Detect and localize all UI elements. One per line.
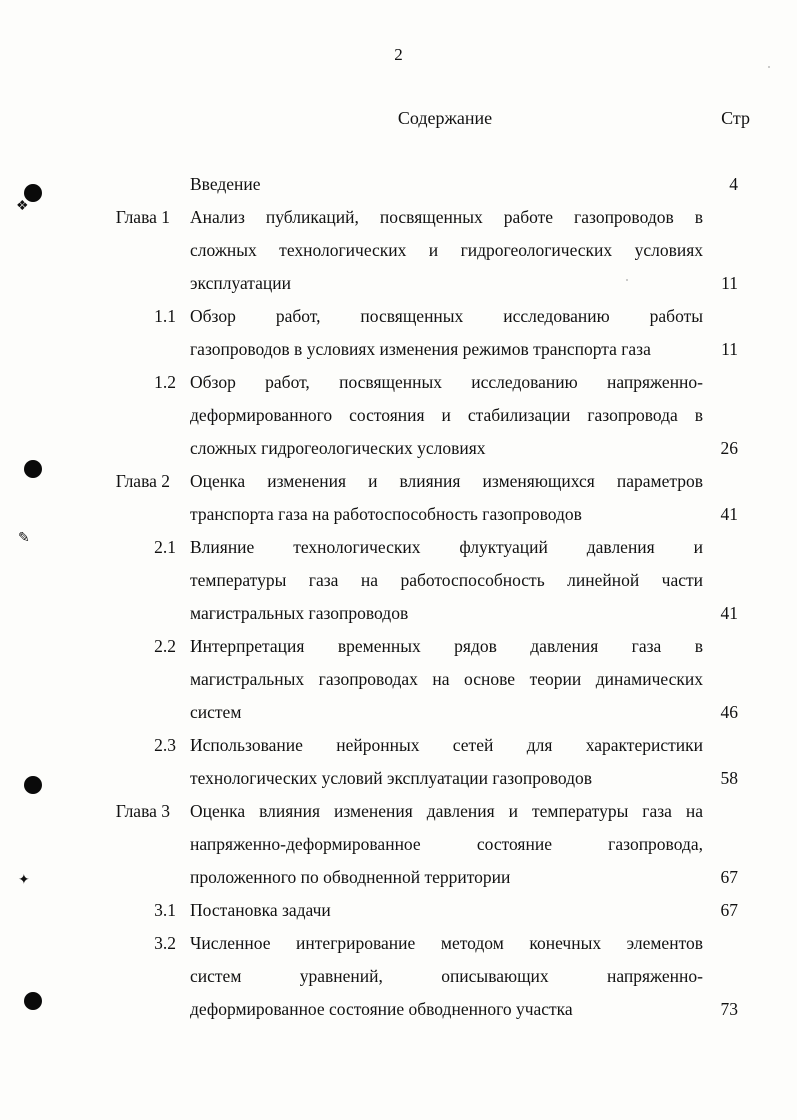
section-number: 2.3 (154, 735, 176, 755)
scan-mark: ✎ (18, 531, 30, 546)
toc-entry (0, 927, 797, 1026)
toc-entry-title (190, 795, 703, 894)
binder-hole (24, 776, 42, 794)
toc-entry (0, 894, 797, 927)
section-number: 3.1 (154, 900, 176, 920)
section-number: 2.1 (154, 537, 176, 557)
toc-title-line: Влияние технологических флуктуаций давления и (190, 537, 703, 557)
toc-title-line: температуры газа на работоспособность линейной части (190, 570, 703, 590)
scan-mark: ❖ (16, 199, 29, 214)
toc-title-line: деформированное состояние обводненного участка (190, 999, 573, 1019)
toc-title-line: Оценка влияния изменения давления и температуры газа на (190, 801, 703, 821)
toc-page-number: 67 (720, 867, 738, 887)
toc-title-line: технологических условий эксплуатации газопроводов (190, 768, 593, 788)
toc-page-number: 58 (720, 768, 738, 788)
toc-page-number: 41 (720, 603, 738, 623)
toc-title-line: Введение (190, 174, 261, 194)
toc-title-line: Постановка задачи (190, 900, 331, 920)
toc-entry-title (190, 630, 703, 729)
binder-hole (24, 460, 42, 478)
toc-entry-title (190, 729, 703, 795)
toc-title-line: деформированного состояния и стабилизации газопровода в (190, 405, 703, 425)
scan-speck (626, 279, 628, 281)
section-number: 1.2 (154, 372, 176, 392)
toc-entry (0, 366, 797, 465)
toc-title-line: газопроводов в условиях изменения режимов транспорта газа (190, 339, 651, 359)
toc-title-line: напряженно-деформированное состояние газопровода, (190, 834, 703, 854)
toc-page-number: 11 (721, 339, 738, 359)
chapter-number: Глава 3 (115, 801, 170, 821)
toc-title-line: систем уравнений, описывающих напряженно- (190, 966, 703, 986)
toc-page-number: 26 (720, 438, 738, 458)
toc-entry (0, 795, 797, 894)
toc-page-number: 41 (720, 504, 738, 524)
section-number: 1.1 (154, 306, 176, 326)
toc-title-line: Обзор работ, посвященных исследованию работы (190, 306, 703, 326)
contents-title: Содержание (397, 108, 493, 128)
toc-entry (0, 630, 797, 729)
toc-entry-title (190, 927, 703, 1026)
page-column-header: Стр (721, 108, 750, 128)
section-number: 3.2 (154, 933, 176, 953)
page-number: 2 (394, 45, 403, 64)
toc-title-line: эксплуатации (190, 273, 292, 293)
binder-hole (24, 992, 42, 1010)
toc-entry-title (190, 531, 703, 630)
toc-page-number: 4 (729, 174, 738, 194)
toc-title-line: Численное интегрирование методом конечных элементов (190, 933, 703, 953)
toc-page-number: 11 (721, 273, 738, 293)
toc-title-line: сложных гидрогеологических условиях (190, 438, 486, 458)
toc-entry (0, 729, 797, 795)
toc-title-line: магистральных газопроводах на основе теории динамических (190, 669, 703, 689)
toc-entry-title (190, 300, 703, 366)
toc-entry (0, 465, 797, 531)
toc-entry-title (190, 366, 703, 465)
toc-title-line: Использование нейронных сетей для характеристики (190, 735, 703, 755)
toc-title-line: транспорта газа на работоспособность газопроводов (190, 504, 582, 524)
scan-mark: ✦ (18, 873, 30, 888)
toc-entry (0, 531, 797, 630)
toc-title-line: систем (190, 702, 242, 722)
toc-title-line: Анализ публикаций, посвященных работе газопроводов в (190, 207, 703, 227)
toc-title-line: Обзор работ, посвященных исследованию напряженно- (190, 372, 703, 392)
toc-page-number: 73 (720, 999, 738, 1019)
toc-entry (0, 300, 797, 366)
toc-entry-title (190, 894, 703, 927)
toc-entry (0, 201, 797, 300)
toc-entry-title (190, 465, 703, 531)
toc-entry-title (190, 168, 703, 201)
toc-title-line: проложенного по обводненной территории (190, 867, 511, 887)
toc-entry-title (190, 201, 703, 300)
toc-title-line: Оценка изменения и влияния изменяющихся параметров (190, 471, 703, 491)
toc-page-number: 46 (720, 702, 738, 722)
chapter-number: Глава 1 (115, 207, 170, 227)
toc-title-line: Интерпретация временных рядов давления газа в (190, 636, 703, 656)
section-number: 2.2 (154, 636, 176, 656)
toc-title-line: магистральных газопроводов (190, 603, 409, 623)
chapter-number: Глава 2 (115, 471, 170, 491)
toc-page-number: 67 (720, 900, 738, 920)
scan-speck (768, 66, 770, 68)
toc-entry (0, 168, 797, 201)
toc-title-line: сложных технологических и гидрогеологических условиях (190, 240, 703, 260)
